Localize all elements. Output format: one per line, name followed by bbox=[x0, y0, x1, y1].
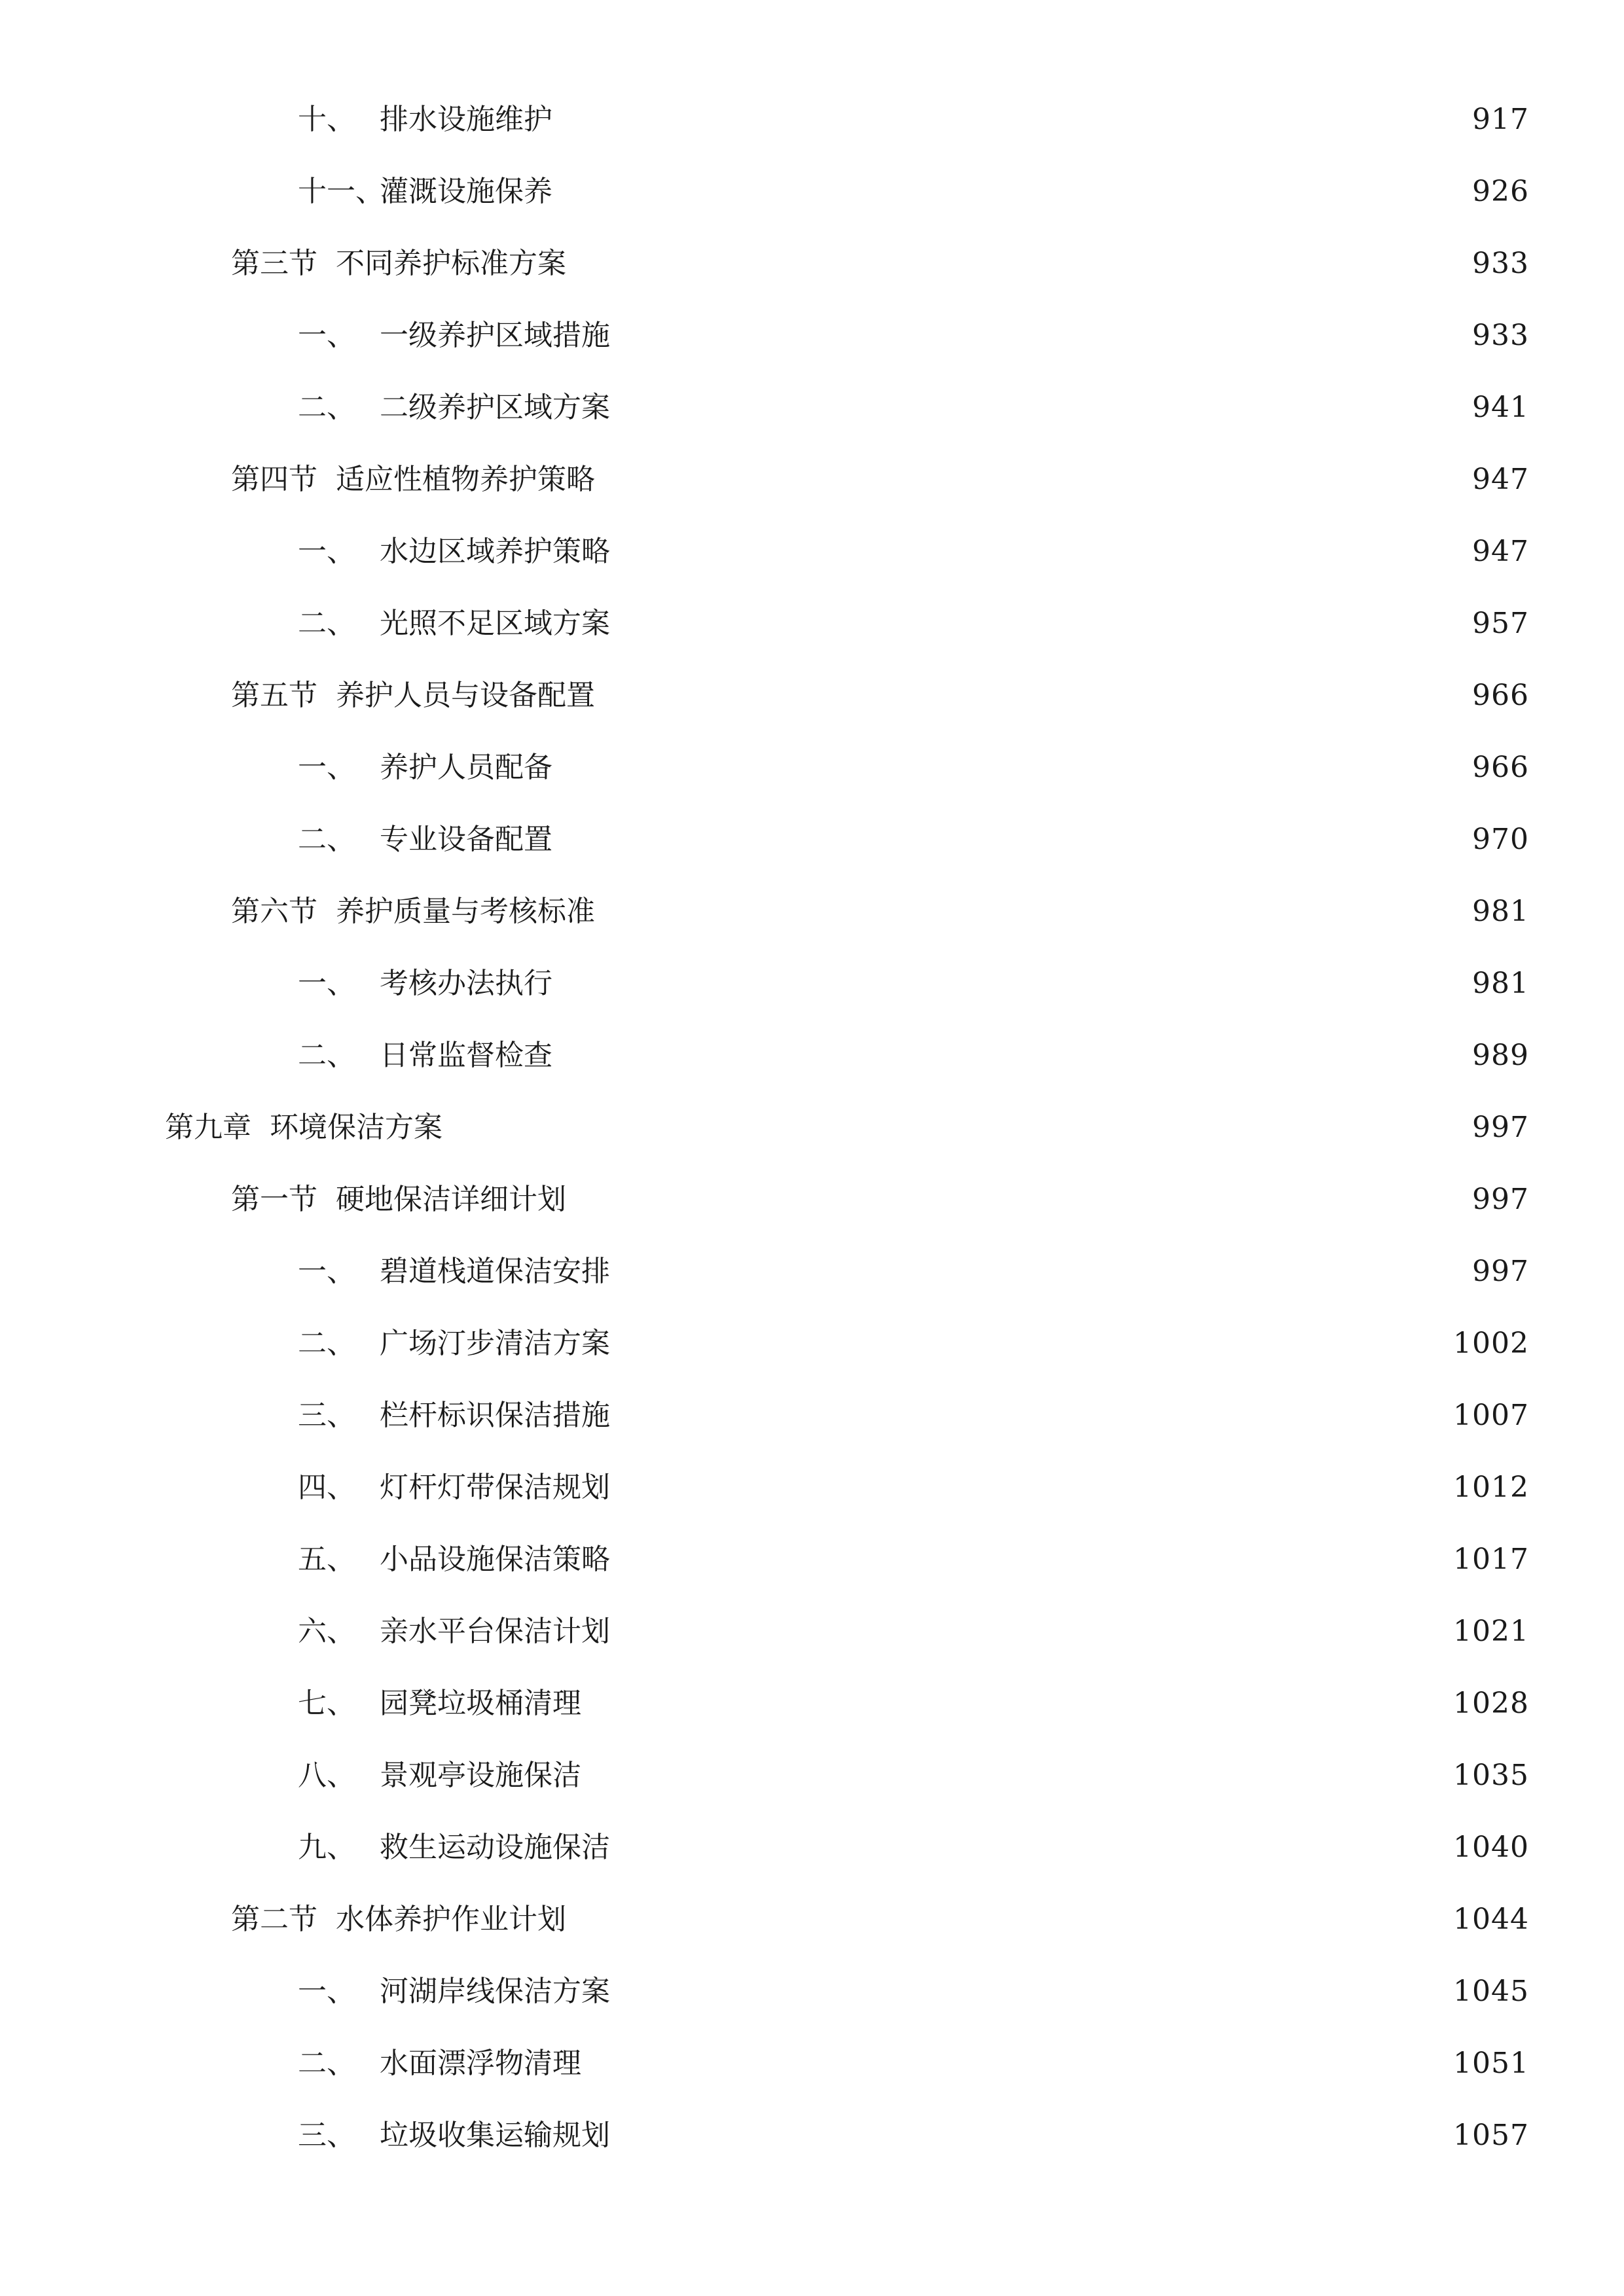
toc-entry-page: 1035 bbox=[1453, 1759, 1529, 1792]
toc-entry[interactable] bbox=[0, 1596, 1624, 1668]
toc-entry-number: 第三节 bbox=[231, 247, 317, 280]
toc-entry-title: 二级养护区域方案 bbox=[380, 391, 610, 424]
toc-entry-title: 水面漂浮物清理 bbox=[380, 2047, 581, 2080]
toc-entry[interactable] bbox=[0, 1452, 1624, 1524]
toc-entry-title: 亲水平台保洁计划 bbox=[380, 1615, 610, 1648]
dot-leader bbox=[619, 1468, 1443, 1507]
dot-leader bbox=[619, 2116, 1443, 2155]
toc-entry-number: 一、 bbox=[298, 319, 355, 352]
toc-entry[interactable] bbox=[0, 84, 1624, 156]
toc-entry[interactable] bbox=[0, 732, 1624, 804]
dot-leader bbox=[562, 964, 1462, 1003]
dot-leader bbox=[604, 676, 1462, 715]
toc-entry-number: 第四节 bbox=[231, 463, 317, 496]
toc-entry-page: 970 bbox=[1472, 823, 1529, 856]
toc-entry-number: 八、 bbox=[298, 1759, 355, 1792]
toc-entry[interactable] bbox=[0, 1308, 1624, 1380]
toc-entry-number: 第五节 bbox=[231, 679, 317, 712]
dot-leader bbox=[562, 1036, 1462, 1075]
toc-entry[interactable] bbox=[0, 1020, 1624, 1092]
toc-entry-title: 硬地保洁详细计划 bbox=[336, 1183, 566, 1216]
toc-entry-page: 989 bbox=[1472, 1039, 1529, 1072]
table-of-contents bbox=[0, 84, 1624, 2172]
toc-entry-page: 1021 bbox=[1453, 1615, 1529, 1648]
dot-leader bbox=[575, 1900, 1443, 1939]
toc-entry-page: 957 bbox=[1472, 607, 1529, 640]
toc-entry-title: 不同养护标准方案 bbox=[336, 247, 566, 280]
toc-entry-page: 981 bbox=[1472, 895, 1529, 928]
toc-entry-title: 养护人员配备 bbox=[380, 751, 552, 784]
toc-entry-number: 三、 bbox=[298, 2119, 355, 2152]
toc-entry-title: 养护人员与设备配置 bbox=[336, 679, 595, 712]
dot-leader bbox=[575, 1180, 1462, 1219]
toc-entry-page: 933 bbox=[1472, 319, 1529, 352]
toc-entry-number: 一、 bbox=[298, 967, 355, 1000]
toc-entry[interactable] bbox=[0, 1956, 1624, 2028]
dot-leader bbox=[590, 1684, 1443, 1723]
toc-entry-page: 981 bbox=[1472, 967, 1529, 1000]
toc-entry-page: 1017 bbox=[1453, 1543, 1529, 1576]
toc-entry-page: 1028 bbox=[1453, 1687, 1529, 1720]
toc-entry[interactable] bbox=[0, 444, 1624, 516]
toc-entry-number: 六、 bbox=[298, 1615, 355, 1648]
dot-leader bbox=[562, 100, 1462, 139]
toc-entry-number: 第六节 bbox=[231, 895, 317, 928]
toc-entry-number: 二、 bbox=[298, 1327, 355, 1360]
toc-entry[interactable] bbox=[0, 156, 1624, 228]
toc-entry-page: 997 bbox=[1472, 1183, 1529, 1216]
toc-entry-page: 966 bbox=[1472, 679, 1529, 712]
toc-entry-page: 917 bbox=[1472, 103, 1529, 136]
toc-entry[interactable] bbox=[0, 948, 1624, 1020]
toc-entry[interactable] bbox=[0, 1380, 1624, 1452]
dot-leader bbox=[619, 388, 1462, 427]
toc-entry[interactable] bbox=[0, 228, 1624, 300]
dot-leader bbox=[619, 1540, 1443, 1579]
toc-entry[interactable] bbox=[0, 1740, 1624, 1812]
dot-leader bbox=[619, 316, 1462, 355]
toc-entry-number: 七、 bbox=[298, 1687, 355, 1720]
toc-entry[interactable] bbox=[0, 660, 1624, 732]
toc-entry-title: 灯杆灯带保洁规划 bbox=[380, 1471, 610, 1504]
toc-entry[interactable] bbox=[0, 1668, 1624, 1740]
toc-entry-number: 一、 bbox=[298, 1975, 355, 2008]
toc-entry[interactable] bbox=[0, 588, 1624, 660]
toc-entry-page: 1057 bbox=[1453, 2119, 1529, 2152]
toc-entry-number: 一、 bbox=[298, 751, 355, 784]
toc-entry[interactable] bbox=[0, 516, 1624, 588]
dot-leader bbox=[619, 1612, 1443, 1651]
toc-entry-title: 环境保洁方案 bbox=[270, 1111, 442, 1144]
toc-entry-number: 二、 bbox=[298, 823, 355, 856]
toc-entry-number: 二、 bbox=[298, 607, 355, 640]
toc-entry[interactable] bbox=[0, 2028, 1624, 2100]
toc-entry-title: 园凳垃圾桶清理 bbox=[380, 1687, 581, 1720]
toc-entry-number: 第九章 bbox=[165, 1111, 251, 1144]
toc-entry-page: 966 bbox=[1472, 751, 1529, 784]
toc-entry-title: 小品设施保洁策略 bbox=[380, 1543, 610, 1576]
dot-leader bbox=[619, 1396, 1443, 1435]
toc-entry-title: 景观亭设施保洁 bbox=[380, 1759, 581, 1792]
toc-entry-title: 一级养护区域措施 bbox=[380, 319, 610, 352]
toc-entry[interactable] bbox=[0, 1236, 1624, 1308]
toc-entry-page: 1051 bbox=[1453, 2047, 1529, 2080]
toc-entry-number: 四、 bbox=[298, 1471, 355, 1504]
toc-entry-number: 二、 bbox=[298, 2047, 355, 2080]
toc-entry-number: 十、 bbox=[298, 103, 355, 136]
toc-entry-title: 排水设施维护 bbox=[380, 103, 552, 136]
toc-entry-number: 十一、 bbox=[298, 175, 384, 208]
toc-entry-title: 水体养护作业计划 bbox=[336, 1903, 566, 1936]
toc-entry-page: 1012 bbox=[1453, 1471, 1529, 1504]
toc-entry-number: 二、 bbox=[298, 391, 355, 424]
dot-leader bbox=[619, 1972, 1443, 2011]
toc-entry-page: 1044 bbox=[1453, 1903, 1529, 1936]
toc-entry-title: 适应性植物养护策略 bbox=[336, 463, 595, 496]
dot-leader bbox=[590, 1756, 1443, 1795]
toc-entry-page: 1007 bbox=[1453, 1399, 1529, 1432]
toc-entry-title: 广场汀步清洁方案 bbox=[380, 1327, 610, 1360]
toc-entry-title: 河湖岸线保洁方案 bbox=[380, 1975, 610, 2008]
toc-entry-title: 碧道栈道保洁安排 bbox=[380, 1255, 610, 1288]
toc-entry-number: 一、 bbox=[298, 535, 355, 568]
toc-entry-page: 941 bbox=[1472, 391, 1529, 424]
dot-leader bbox=[619, 532, 1462, 571]
toc-entry-number: 一、 bbox=[298, 1255, 355, 1288]
toc-entry-title: 考核办法执行 bbox=[380, 967, 552, 1000]
toc-entry[interactable] bbox=[0, 2100, 1624, 2172]
toc-entry-title: 栏杆标识保洁措施 bbox=[380, 1399, 610, 1432]
toc-entry-title: 救生运动设施保洁 bbox=[380, 1831, 610, 1864]
toc-entry[interactable] bbox=[0, 300, 1624, 372]
toc-entry[interactable] bbox=[0, 1812, 1624, 1884]
toc-entry[interactable] bbox=[0, 876, 1624, 948]
toc-entry[interactable] bbox=[0, 1164, 1624, 1236]
toc-entry-number: 三、 bbox=[298, 1399, 355, 1432]
dot-leader bbox=[604, 892, 1462, 931]
toc-entry-number: 九、 bbox=[298, 1831, 355, 1864]
dot-leader bbox=[452, 1108, 1462, 1147]
toc-entry-page: 947 bbox=[1472, 463, 1529, 496]
toc-entry-page: 997 bbox=[1472, 1255, 1529, 1288]
toc-entry-number: 五、 bbox=[298, 1543, 355, 1576]
toc-entry-title: 灌溉设施保养 bbox=[380, 175, 552, 208]
toc-entry-number: 二、 bbox=[298, 1039, 355, 1072]
toc-entry-title: 专业设备配置 bbox=[380, 823, 552, 856]
toc-entry[interactable] bbox=[0, 1884, 1624, 1956]
toc-entry-number: 第一节 bbox=[231, 1183, 317, 1216]
dot-leader bbox=[590, 2044, 1443, 2083]
toc-entry-page: 1002 bbox=[1453, 1327, 1529, 1360]
toc-entry[interactable] bbox=[0, 1092, 1624, 1164]
toc-entry[interactable] bbox=[0, 804, 1624, 876]
dot-leader bbox=[562, 172, 1462, 211]
toc-entry-page: 1040 bbox=[1453, 1831, 1529, 1864]
toc-entry-title: 日常监督检查 bbox=[380, 1039, 552, 1072]
toc-entry-page: 947 bbox=[1472, 535, 1529, 568]
toc-entry-title: 垃圾收集运输规划 bbox=[380, 2119, 610, 2152]
toc-entry-page: 933 bbox=[1472, 247, 1529, 280]
toc-entry-page: 926 bbox=[1472, 175, 1529, 208]
toc-entry-number: 第二节 bbox=[231, 1903, 317, 1936]
dot-leader bbox=[619, 1828, 1443, 1867]
dot-leader bbox=[575, 244, 1462, 283]
toc-entry-title: 光照不足区域方案 bbox=[380, 607, 610, 640]
toc-entry[interactable] bbox=[0, 372, 1624, 444]
toc-entry[interactable] bbox=[0, 1524, 1624, 1596]
dot-leader bbox=[619, 1252, 1462, 1291]
toc-entry-title: 养护质量与考核标准 bbox=[336, 895, 595, 928]
dot-leader bbox=[562, 748, 1462, 787]
dot-leader bbox=[604, 460, 1462, 499]
toc-entry-page: 1045 bbox=[1453, 1975, 1529, 2008]
dot-leader bbox=[562, 820, 1462, 859]
toc-entry-page: 997 bbox=[1472, 1111, 1529, 1144]
dot-leader bbox=[619, 604, 1462, 643]
dot-leader bbox=[619, 1324, 1443, 1363]
toc-entry-title: 水边区域养护策略 bbox=[380, 535, 610, 568]
